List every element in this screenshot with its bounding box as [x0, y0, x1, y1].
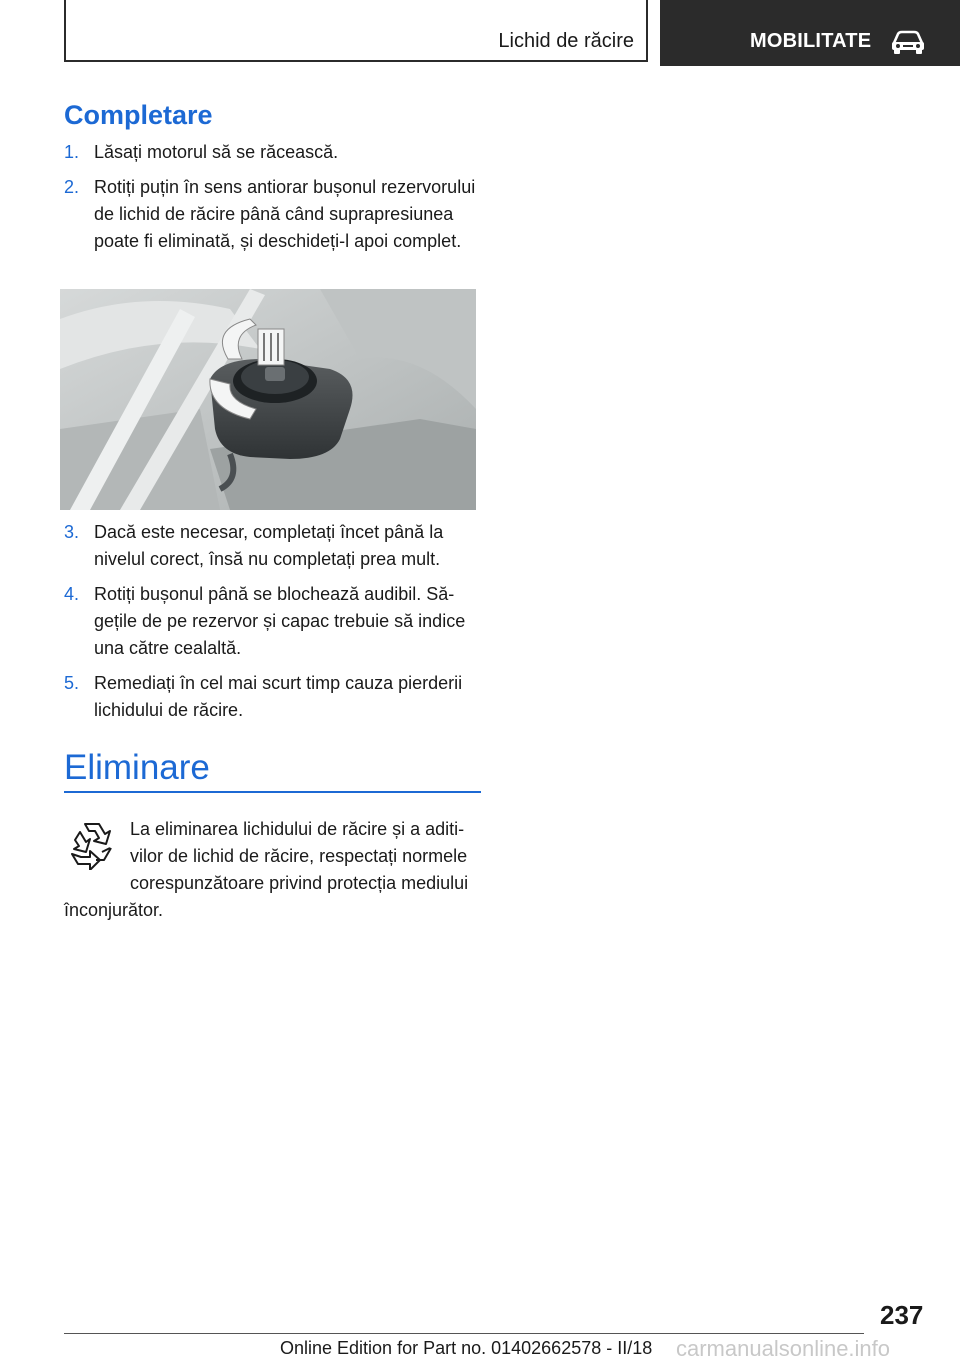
coolant-reservoir-illustration	[60, 289, 476, 510]
disposal-heading: Eliminare	[64, 748, 210, 787]
list-item	[64, 581, 484, 662]
footer-edition: Online Edition for Part no. 01402662578 - II/18	[280, 1338, 653, 1358]
steps-list-second	[64, 519, 484, 732]
step-text: Remediați în cel mai scurt timp cauza pierderii lichidului de răcire.	[94, 673, 463, 720]
step-number: 4.	[64, 584, 80, 604]
step-number: 3.	[64, 522, 80, 542]
list-item	[64, 670, 484, 724]
step-number: 1.	[64, 142, 80, 162]
page-number: 237	[880, 1300, 924, 1330]
list-item	[64, 174, 484, 255]
recycle-icon	[66, 818, 118, 870]
header-section-title: Lichid de răcire	[498, 30, 634, 52]
step-text: Rotiți puțin în sens antiorar bușonul rezervorului de lichid de răcire până când suprapresiunea poate fi eliminată, și deschideți-l apoi complet.	[94, 177, 476, 251]
disposal-paragraph	[64, 816, 482, 924]
disposal-text: La eliminarea lichidului de răcire și a aditivilor de lichid de răcire, respectați normele corespunzătoare privind protecția mediului înconjurător.	[64, 819, 469, 920]
footer-divider	[64, 1333, 864, 1334]
step-text: Dacă este necesar, completați încet până la nivelul corect, însă nu completați prea mult.	[94, 522, 444, 569]
car-icon	[890, 29, 926, 55]
steps-list-first	[64, 139, 484, 263]
header-chapter-box	[660, 0, 960, 66]
header-chapter-title: MOBILITATE	[750, 30, 872, 52]
step-number: 2.	[64, 177, 80, 197]
header-section-box	[64, 0, 648, 62]
completion-heading: Completare	[64, 100, 213, 130]
list-item	[64, 139, 484, 166]
heading-underline	[64, 791, 481, 793]
step-text: Lăsați motorul să se răcească.	[94, 142, 339, 162]
coolant-reservoir-photo	[60, 289, 476, 510]
list-item	[64, 519, 484, 573]
step-text: Rotiți bușonul până se blochează audibil. Săgețile de pe rezervor și capac trebuie să indice una către cealaltă.	[94, 584, 466, 658]
step-number: 5.	[64, 673, 80, 693]
footer-watermark: carmanualsonline.info	[676, 1336, 891, 1361]
